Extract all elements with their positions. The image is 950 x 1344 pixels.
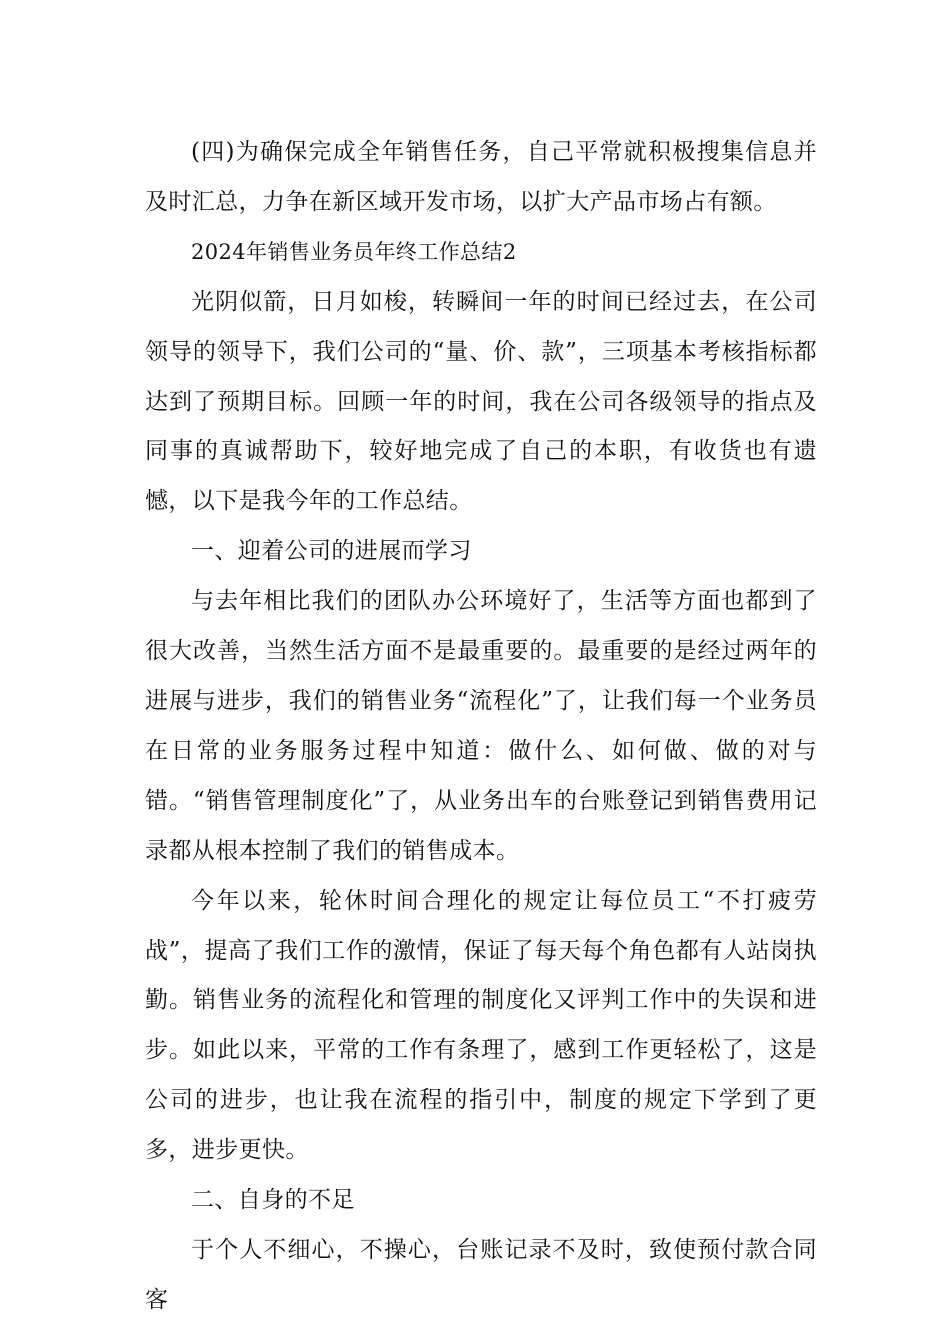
paragraph-introduction: 光阴似箭，日月如梭，转瞬间一年的时间已经过去，在公司领导的领导下，我们公司的“量、价、款”，三项基本考核指标都达到了预期目标。回顾一年的时间，我在公司各级领导的指点及同事的真诚帮助下，较好地完成了自己的本职，有收货也有遗憾，以下是我今年的工作总结。 bbox=[145, 288, 817, 515]
paragraph-shortcomings: 于个人不细心，不操心，台账记录不及时，致使预付款合同客 bbox=[145, 1236, 817, 1313]
paragraph-task-completion: (四)为确保完成全年销售任务，自己平常就积极搜集信息并及时汇总，力争在新区域开发市场，以扩大产品市场占有额。 bbox=[145, 139, 817, 215]
section-title-summary-2: 2024年销售业务员年终工作总结2 bbox=[191, 239, 517, 264]
document-body bbox=[145, 128, 817, 1326]
heading-learning-with-company: 一、迎着公司的进展而学习 bbox=[191, 538, 472, 565]
paragraph-process-improvement: 与去年相比我们的团队办公环境好了，生活等方面也都到了很大改善，当然生活方面不是最重要的。最重要的是经过两年的进展与进步，我们的销售业务“流程化”了，让我们每一个业务员在日常的业务服务过程中知道：做什么、如何做、做的对与错。“销售管理制度化”了，从业务出车的台账登记到销售费用记录都从根本控制了我们的销售成本。 bbox=[145, 588, 817, 864]
paragraph-rotation-policy: 今年以来，轮休时间合理化的规定让每位员工“不打疲劳战”，提高了我们工作的激情，保证了每天每个角色都有人站岗执勤。销售业务的流程化和管理的制度化又评判工作中的失误和进步。如此以来，平常的工作有条理了，感到工作更轻松了，这是公司的进步，也让我在流程的指引中，制度的规定下学到了更多，进步更快。 bbox=[145, 887, 817, 1164]
heading-shortcomings: 二、自身的不足 bbox=[191, 1187, 355, 1214]
